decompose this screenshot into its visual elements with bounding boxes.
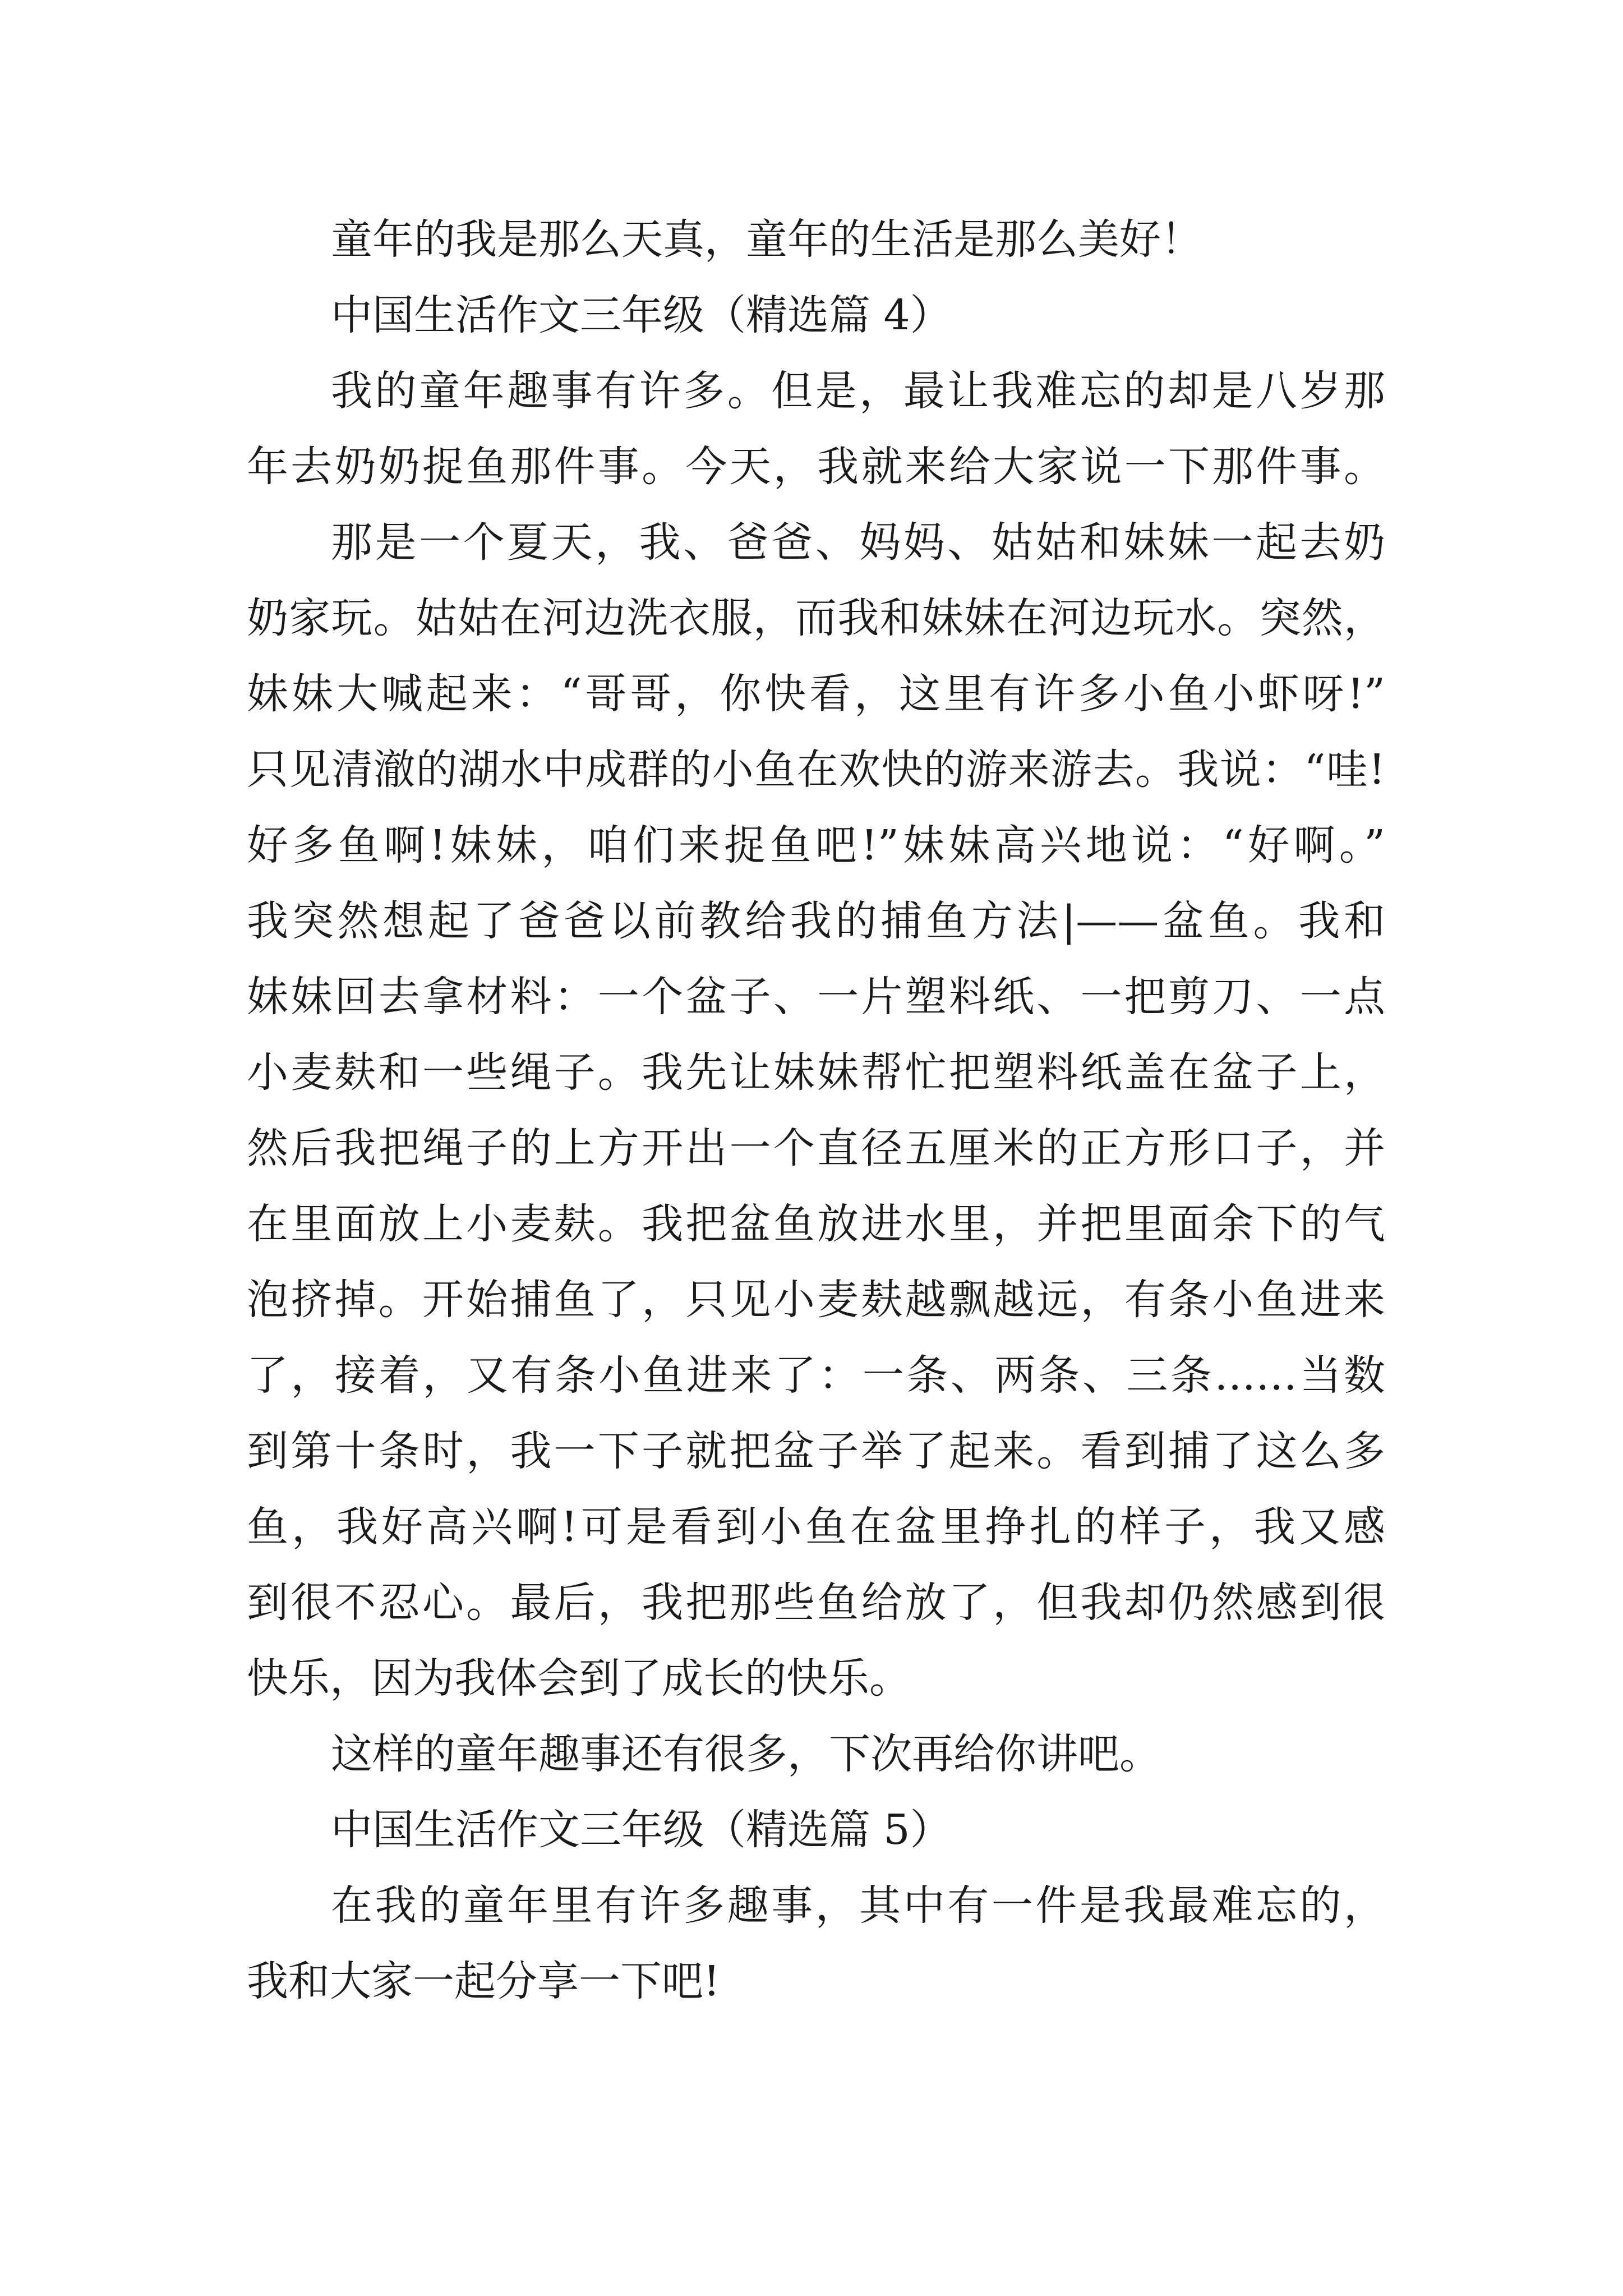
text-line: 我和大家一起分享一下吧!: [247, 1957, 720, 2005]
text-line: 鱼，我好高兴啊!可是看到小鱼在盆里挣扎的样子，我又感: [247, 1503, 1385, 1551]
text-line: 童年的我是那么天真，童年的生活是那么美好！: [331, 215, 1202, 264]
text-line: 我的童年趣事有许多。但是，最让我难忘的却是八岁那: [331, 367, 1385, 415]
text-line: 小麦麸和一些绳子。我先让妹妹帮忙把塑料纸盖在盆子上，: [247, 1048, 1385, 1097]
text-line: 那是一个夏天，我、爸爸、妈妈、姑姑和妹妹一起去奶: [331, 518, 1385, 567]
text-line: 在我的童年里有许多趣事，其中有一件是我最难忘的，: [331, 1881, 1385, 1930]
text-line: 然后我把绳子的上方开出一个直径五厘米的正方形口子，并: [247, 1124, 1385, 1172]
text-line: 到第十条时，我一下子就把盆子举了起来。看到捕了这么多: [247, 1427, 1385, 1475]
text-line: 我突然想起了爸爸以前教给我的捕鱼方法|——盆鱼。我和: [247, 897, 1385, 945]
text-line: 这样的童年趣事还有很多，下次再给你讲吧。: [331, 1730, 1161, 1778]
text-line: 到很不忍心。最后，我把那些鱼给放了，但我却仍然感到很: [247, 1579, 1385, 1627]
text-line: 妹妹大喊起来：“哥哥，你快看，这里有许多小鱼小虾呀!”: [247, 670, 1385, 718]
text-line: 奶家玩。姑姑在河边洗衣服，而我和妹妹在河边玩水。突然，: [247, 594, 1385, 642]
text-line: 了，接着，又有条小鱼进来了：一条、两条、三条……当数: [247, 1351, 1385, 1400]
text-line: 泡挤掉。开始捕鱼了，只见小麦麸越飘越远，有条小鱼进来: [247, 1276, 1385, 1324]
text-line: 年去奶奶捉鱼那件事。今天，我就来给大家说一下那件事。: [247, 443, 1385, 491]
section-heading: 中国生活作文三年级（精选篇 4）: [331, 291, 952, 339]
text-line: 在里面放上小麦麸。我把盆鱼放进水里，并把里面余下的气: [247, 1200, 1385, 1248]
text-line: 妹妹回去拿材料：一个盆子、一片塑料纸、一把剪刀、一点: [247, 973, 1385, 1021]
text-line: 快乐，因为我体会到了成长的快乐。: [247, 1654, 911, 1703]
section-heading: 中国生活作文三年级（精选篇 5）: [331, 1806, 952, 1854]
text-line: 只见清澈的湖水中成群的小鱼在欢快的游来游去。我说：“哇!: [247, 746, 1385, 794]
essay-text: [247, 202, 1385, 2019]
text-line: 好多鱼啊!妹妹，咱们来捉鱼吧!”妹妹高兴地说：“好啊。”: [247, 821, 1385, 869]
